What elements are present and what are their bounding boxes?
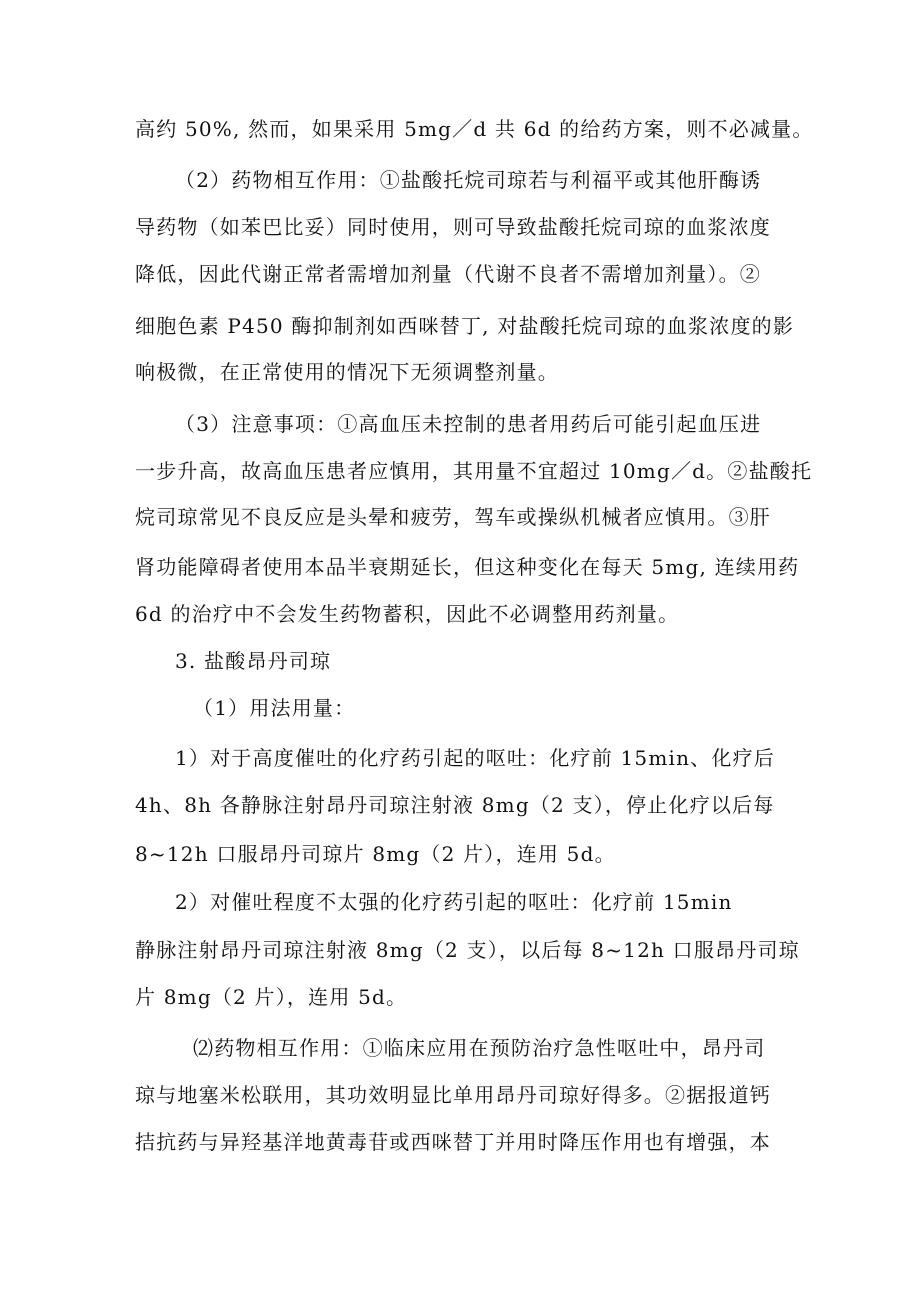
subsection-heading: （1）用法用量：	[193, 696, 356, 720]
section-heading: 3. 盐酸昂丹司琼	[175, 649, 332, 673]
text-line: 导药物（如苯巴比妥）同时使用，则可导致盐酸托烷司琼的血浆浓度	[135, 215, 771, 239]
text-line: 2）对催吐程度不太强的化疗药引起的呕吐：化疗前 15min	[175, 890, 733, 914]
text-line: 一步升高，故高血压患者应慎用，其用量不宜超过 10mg／d。②盐酸托	[135, 459, 813, 483]
text-line: 高约 50%, 然而，如果采用 5mg／d 共 6d 的给药方案，则不必减量。	[135, 117, 814, 141]
text-line: 片 8mg（2 片），连用 5d。	[135, 985, 408, 1009]
text-line: 6d 的治疗中不会发生药物蓄积，因此不必调整用药剂量。	[135, 602, 680, 626]
text-line: （2）药物相互作用：①盐酸托烷司琼若与利福平或其他肝酶诱	[175, 168, 762, 192]
text-line: ⑵药物相互作用：①临床应用在预防治疗急性呕吐中，昂丹司	[193, 1036, 766, 1060]
text-line: 1）对于高度催吐的化疗药引起的呕吐：化疗前 15min、化疗后	[175, 746, 775, 770]
text-line: 肾功能障碍者使用本品半衰期延长，但这种变化在每天 5mg, 连续用药	[135, 555, 800, 579]
text-line: 细胞色素 P450 酶抑制剂如西咪替丁, 对盐酸托烷司琼的血浆浓度的影	[135, 314, 795, 338]
text-line: 静脉注射昂丹司琼注射液 8mg（2 支），以后每 8~12h 口服昂丹司琼	[135, 938, 800, 962]
text-line: 降低，因此代谢正常者需增加剂量（代谢不良者不需增加剂量）。②	[135, 262, 761, 286]
text-line: 拮抗药与异羟基洋地黄毒苷或西咪替丁并用时降压作用也有增强，本	[135, 1130, 771, 1154]
text-line: 琼与地塞米松联用，其功效明显比单用昂丹司琼好得多。②据报道钙	[135, 1083, 771, 1107]
text-line: （3）注意事项：①高血压未控制的患者用药后可能引起血压进	[175, 412, 762, 436]
text-line: 响极微，在正常使用的情况下无须调整剂量。	[135, 360, 559, 384]
text-line: 8~12h 口服昂丹司琼片 8mg（2 片），连用 5d。	[135, 842, 616, 866]
text-line: 4h、8h 各静脉注射昂丹司琼注射液 8mg（2 支），停止化疗以后每	[135, 793, 775, 817]
text-line: 烷司琼常见不良反应是头晕和疲劳，驾车或操纵机械者应慎用。③肝	[135, 505, 771, 529]
